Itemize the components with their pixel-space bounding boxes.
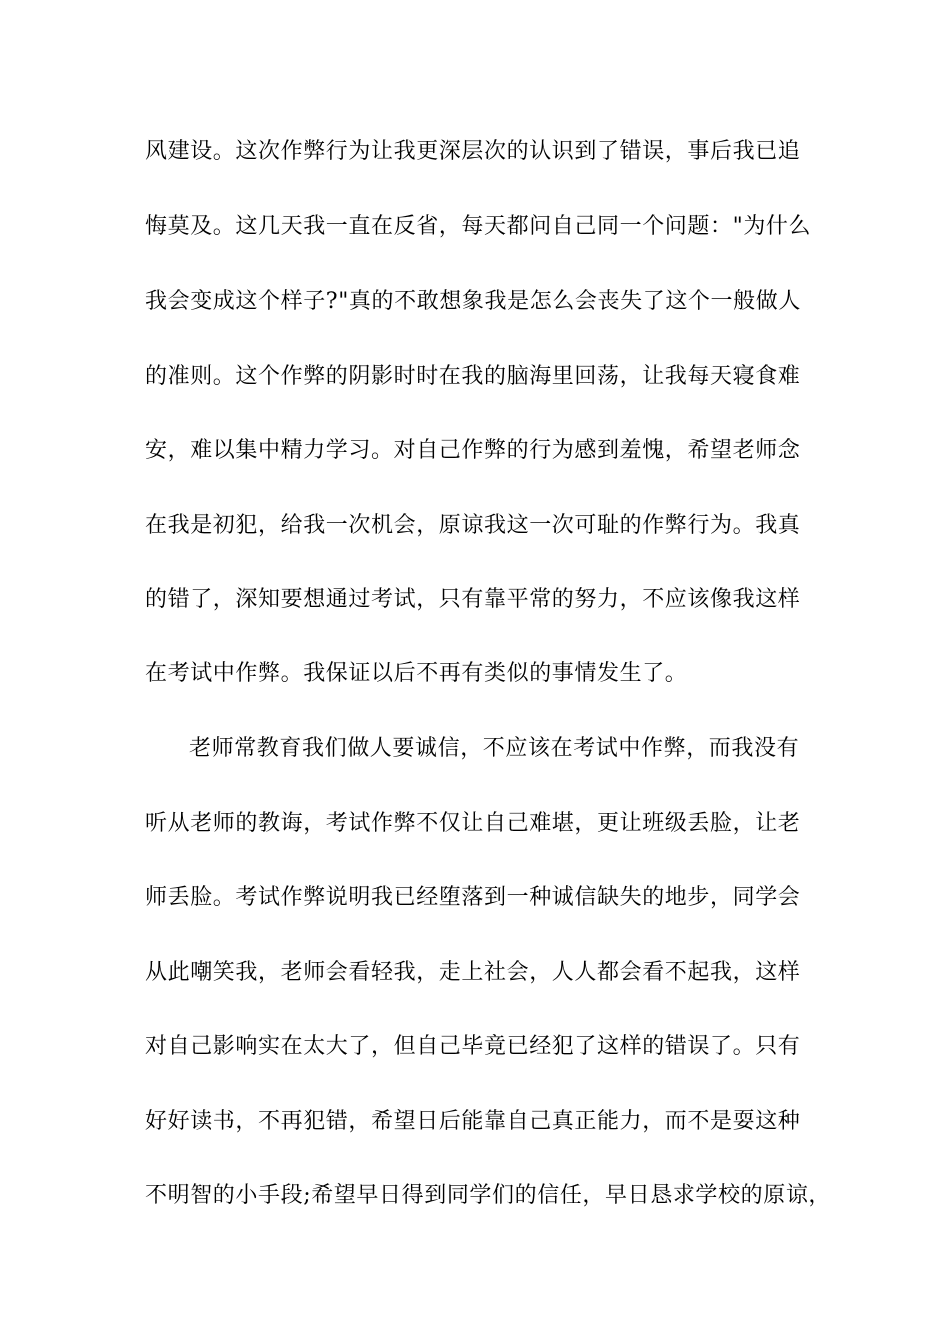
text-line-7: 的错了，深知要想通过考试，只有靠平常的努力，不应该像我这样: [145, 587, 801, 612]
text-line-11: 师丢脸。考试作弊说明我已经堕落到一种诚信缺失的地步，同学会: [145, 885, 801, 910]
text-line-12: 从此嘲笑我，老师会看轻我，走上社会，人人都会看不起我，这样: [145, 960, 801, 985]
text-line-10: 听从老师的教诲，考试作弊不仅让自己难堪，更让班级丢脸，让老: [145, 811, 801, 836]
text-line-8: 在考试中作弊。我保证以后不再有类似的事情发生了。: [145, 661, 688, 686]
text-line-14: 好好读书，不再犯错，希望日后能靠自己真正能力，而不是耍这种: [145, 1109, 801, 1134]
text-line-1: 风建设。这次作弊行为让我更深层次的认识到了错误，事后我已追: [145, 139, 801, 164]
text-line-5: 安，难以集中精力学习。对自己作弊的行为感到羞愧，希望老师念: [145, 438, 801, 463]
text-line-15: 不明智的小手段;希望早日得到同学们的信任，早日恳求学校的原谅，: [145, 1183, 832, 1208]
text-line-9: 老师常教育我们做人要诚信，不应该在考试中作弊，而我没有: [189, 736, 800, 761]
text-line-6: 在我是初犯，给我一次机会，原谅我这一次可耻的作弊行为。我真: [145, 513, 801, 538]
text-line-4: 的准则。这个作弊的阴影时时在我的脑海里回荡，让我每天寝食难: [145, 364, 801, 389]
text-line-3: 我会变成这个样子?"真的不敢想象我是怎么会丧失了这个一般做人: [145, 289, 801, 314]
text-line-2: 悔莫及。这几天我一直在反省，每天都问自己同一个问题："为什么: [145, 214, 812, 239]
text-line-13: 对自己影响实在太大了，但自己毕竟已经犯了这样的错误了。只有: [145, 1034, 801, 1059]
